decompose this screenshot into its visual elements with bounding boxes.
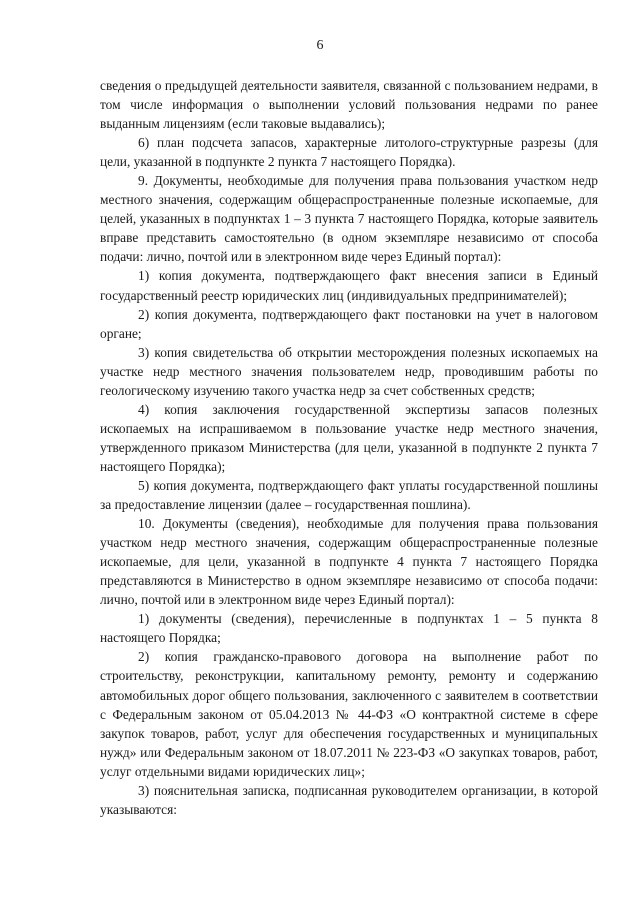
paragraph-item-6: 6) план подсчета запасов, характерные литолого-структурные разрезы (для цели, указанной в подпункте 2 пункта 7 настоящего Порядка). [100,135,598,170]
paragraph-clause-9-item-3: 3) копия свидетельства об открытии месторождения полезных ископаемых на участке недр местного значения пользователем недр, проводившим работы по геологическому изучению такого участка недр за счет собственных средств; [100,344,598,398]
paragraph-clause-9-item-1: 1) копия документа, подтверждающего факт внесения записи в Единый государственный реестр юридических лиц (индивидуальных предпринимателей); [100,268,598,303]
document-body [100,76,598,819]
paragraph-clause-9-item-2: 2) копия документа, подтверждающего факт постановки на учет в налоговом органе; [100,306,598,341]
paragraph-clause-10-item-3: 3) пояснительная записка, подписанная руководителем организации, в которой указываются: [100,782,598,817]
paragraph-clause-10: 10. Документы (сведения), необходимые для получения права пользования участком недр местного значения, содержащим общераспространенные полезные ископаемые, для цели, указанной в подпункте 4 пункта 7 настоящего Порядка представляются в Министерство в одном экземпляре независимо от способа подачи: лично, почтой или в электронном виде через Единый портал): [100,516,598,608]
paragraph-clause-10-item-1: 1) документы (сведения), перечисленные в подпунктах 1 – 5 пункта 8 настоящего Порядка; [100,611,598,646]
paragraph-clause-10-item-2: 2) копия гражданско-правового договора на выполнение работ по строительству, реконструкции, капитальному ремонту, ремонту и содержанию автомобильных дорог общего пользования, заключенного с заявителем в соответствии с Федеральным законом от 05.04.2013 № 44-ФЗ «О контрактной системе в сфере закупок товаров, работ, услуг для обеспечения государственных и муниципальных нужд» или Федеральным законом от 18.07.2011 № 223-ФЗ «О закупках товаров, работ, услуг отдельными видами юридических лиц»; [100,649,598,779]
paragraph-clause-9: 9. Документы, необходимые для получения права пользования участком недр местного значения, содержащим общераспространенные полезные ископаемые, для целей, указанных в подпунктах 1 – 3 пункта 7 настоящего Порядка, которые заявитель вправе представить самостоятельно (в одном экземпляре независимо от способа подачи: лично, почтой или в электронном виде через Единый портал): [100,173,598,265]
paragraph-previous-activity: сведения о предыдущей деятельности заявителя, связанной с пользованием недрами, в том числе информация о выполнении условий пользования недрами по ранее выданным лицензиям (если таковые выдавались); [100,78,598,132]
paragraph-clause-9-item-4: 4) копия заключения государственной экспертизы запасов полезных ископаемых на испрашиваемом в пользование участке недр местного значения, утвержденного приказом Министерства (для цели, указанной в подпункте 2 пункта 7 настоящего Порядка); [100,401,598,474]
page-number: 6 [316,38,324,53]
paragraph-clause-9-item-5: 5) копия документа, подтверждающего факт уплаты государственной пошлины за предоставление лицензии (далее – государственная пошлина). [100,477,598,513]
